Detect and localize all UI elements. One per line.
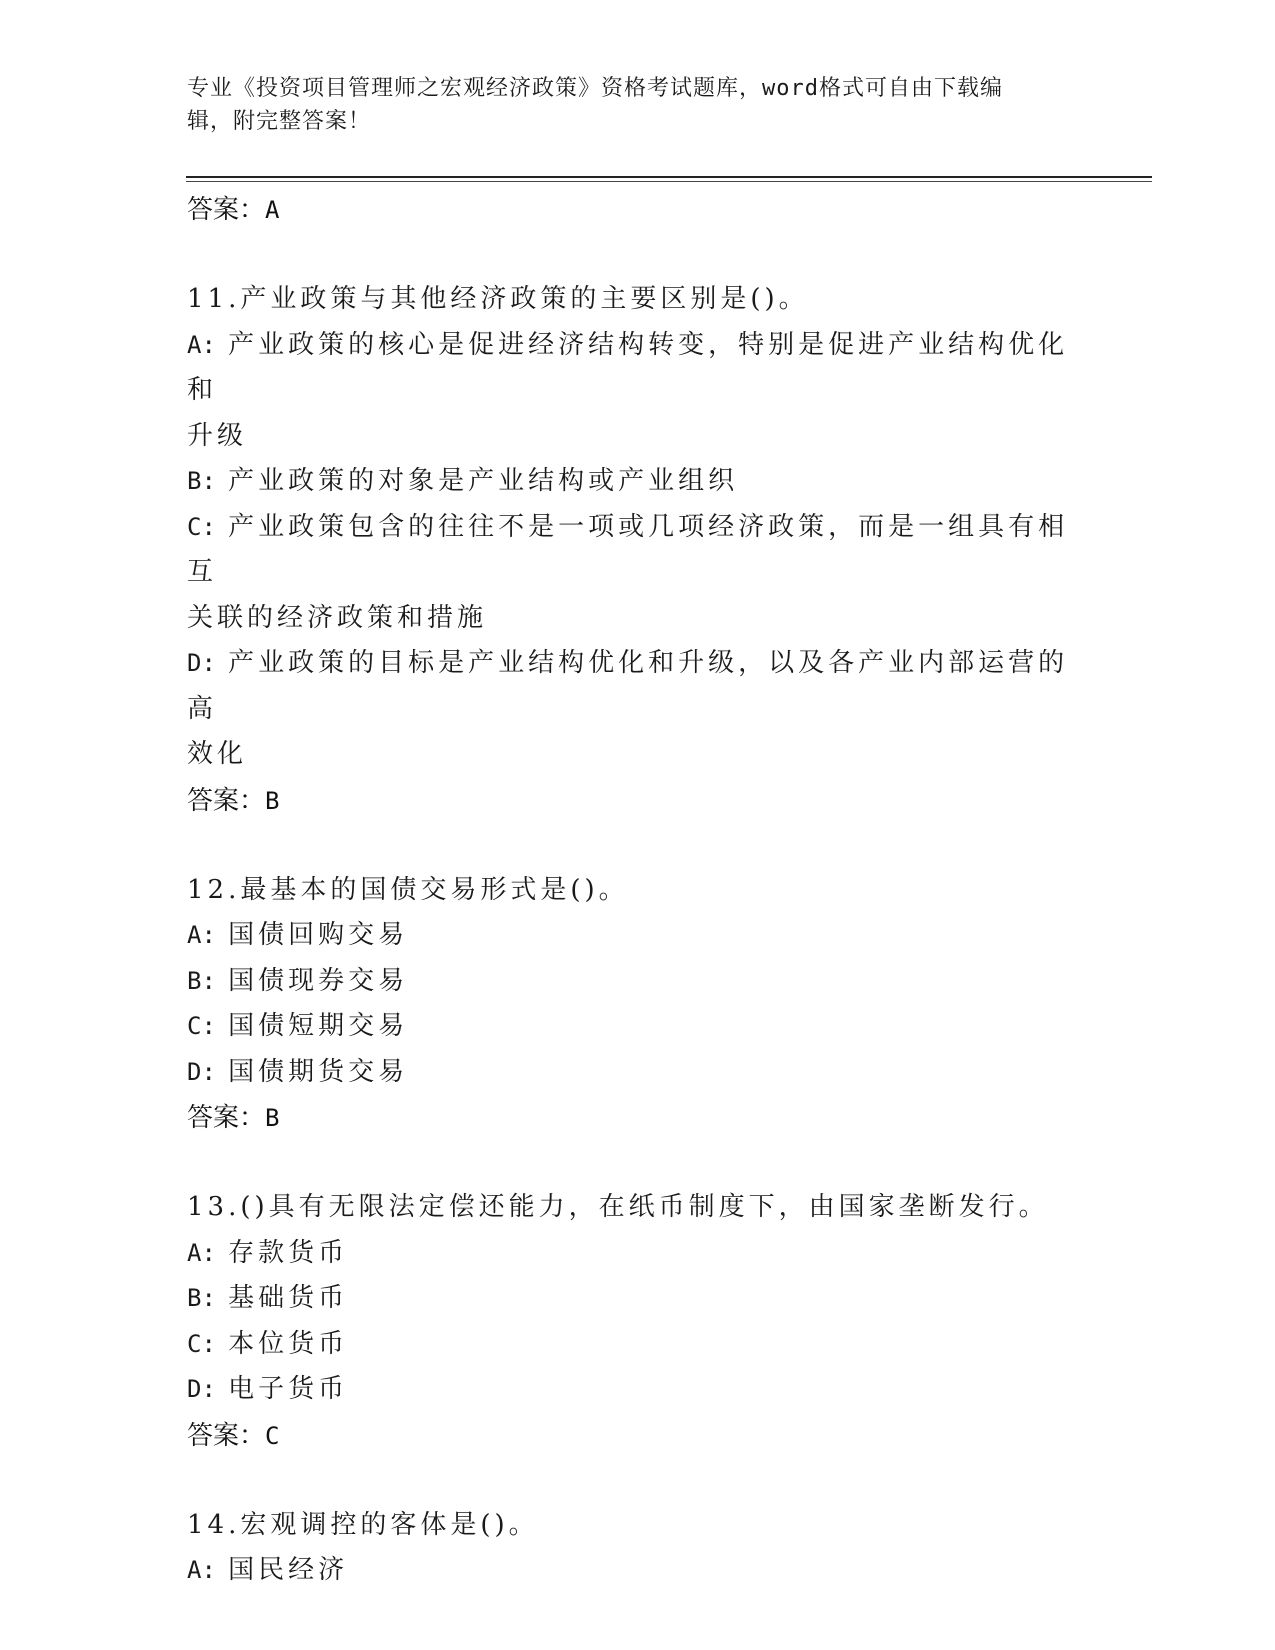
question-text: 13.()具有无限法定偿还能力，在纸币制度下，由国家垄断发行。 [187,1192,1049,1222]
answer-prefix: 答案： [187,1103,266,1133]
header-line-1: 专业《投资项目管理师之宏观经济政策》资格考试题库，word格式可自由下载编 [187,76,1003,101]
option-text: 产业政策的对象是产业结构或产业组织 [228,466,739,496]
answer-line [187,1413,1087,1459]
option-text: 效化 [187,739,248,769]
option-label: B: [187,966,216,995]
option-text: 基础货币 [228,1283,349,1313]
option-label: A: [187,1238,216,1267]
block-spacer [187,1459,1087,1503]
option-line [187,1548,1087,1594]
option-label: C: [187,1012,216,1040]
answer-line [187,778,1087,824]
option-line [187,1276,1087,1322]
answer-value: B [265,1104,280,1132]
option-text: 电子货币 [228,1374,349,1404]
option-line [187,1231,1087,1277]
option-text: 国债现券交易 [228,965,409,996]
option-label: C: [187,512,216,541]
answer-line [187,1095,1087,1141]
header-rule-thick [186,176,1152,178]
option-text: 国债期货交易 [228,1056,409,1087]
option-label: D: [187,1057,216,1086]
header-rule-thin [186,181,1152,182]
option-text: 本位货币 [228,1328,349,1359]
option-text: 国债回购交易 [228,920,409,950]
option-line [187,1004,1087,1050]
answer-line [187,187,1087,233]
question-text: 11.产业政策与其他经济政策的主要区别是()。 [187,284,809,314]
block-spacer [187,233,1087,277]
answer-value: A [265,196,280,224]
option-label: B: [187,1284,216,1312]
answer-prefix: 答案： [187,1420,266,1451]
answer-prefix: 答案： [187,785,266,816]
option-line [187,1050,1087,1096]
block-spacer [187,824,1087,868]
option-line [187,596,1087,642]
option-text: 国民经济 [228,1555,349,1585]
option-label: A: [187,330,216,359]
header-line-2: 辑，附完整答案！ [187,109,372,134]
option-text: 存款货币 [228,1237,349,1268]
option-label: C: [187,1329,216,1358]
option-text: 升级 [187,420,248,451]
question-text: 14.宏观调控的客体是()。 [187,1509,539,1540]
option-text: 产业政策的目标是产业结构优化和升级，以及各产业内部运营的高 [187,648,1069,724]
option-line [187,641,1087,732]
option-line [187,459,1087,505]
option-label: D: [187,1375,216,1403]
option-line [187,1367,1087,1413]
option-text: 国债短期交易 [228,1011,409,1041]
option-line [187,913,1087,959]
option-label: A: [187,1556,216,1584]
question-text: 12.最基本的国债交易形式是()。 [187,874,629,905]
option-line [187,414,1087,460]
answer-value: B [265,786,280,815]
option-label: B: [187,467,216,495]
option-label: D: [187,649,216,677]
option-line [187,1322,1087,1368]
option-label: A: [187,921,216,949]
option-line [187,505,1087,596]
document-header [187,72,1067,138]
option-line [187,732,1087,778]
option-text: 产业政策的核心是促进经济结构转变，特别是促进产业结构优化和 [187,329,1069,405]
block-spacer [187,1141,1087,1185]
answer-value: C [265,1421,280,1450]
option-line [187,959,1087,1005]
option-text: 关联的经济政策和措施 [187,602,488,633]
option-text: 产业政策包含的往往不是一项或几项经济政策，而是一组具有相互 [187,511,1069,587]
option-line [187,323,1087,414]
question-list [187,187,1087,1594]
answer-prefix: 答案： [187,195,266,225]
